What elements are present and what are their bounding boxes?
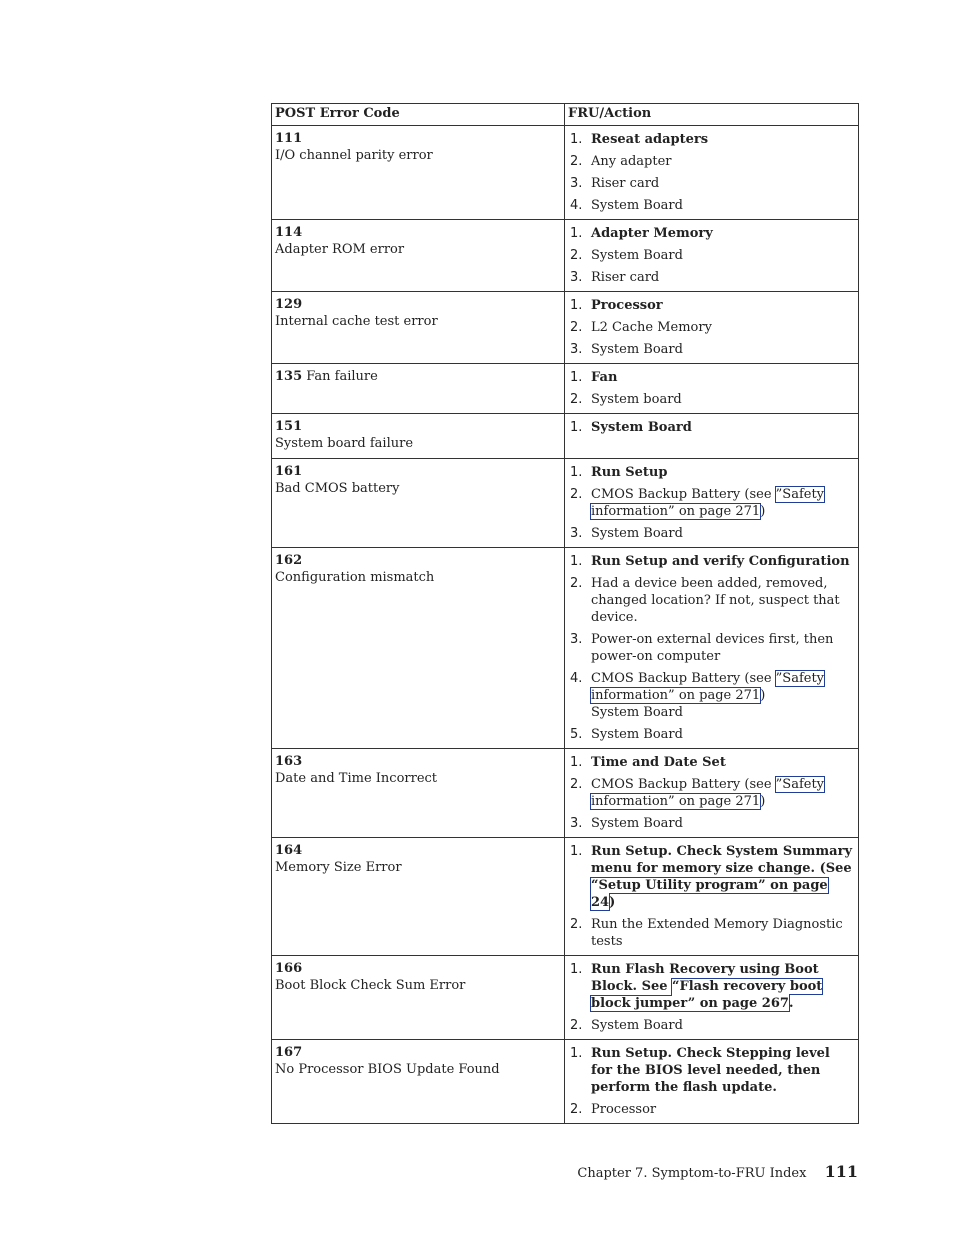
- fru-action-cell: [565, 838, 859, 956]
- fru-action-text: Run Flash Recovery using Boot Block. See: [591, 962, 819, 994]
- error-description: Configuration mismatch: [275, 570, 435, 585]
- error-description: Date and Time Incorrect: [275, 771, 438, 786]
- list-item-number: 3.: [570, 526, 583, 541]
- fru-action-cell: [565, 1040, 859, 1124]
- table-row: [272, 956, 859, 1040]
- error-code-cell: [272, 548, 565, 749]
- fru-action-cell: [565, 220, 859, 292]
- fru-action-list: [568, 369, 855, 408]
- cross-reference-link[interactable]: ”Safety information” on page 271: [591, 487, 825, 519]
- error-code-cell: [272, 292, 565, 364]
- post-error-table-container: [271, 103, 858, 1124]
- error-code-number: 129: [275, 297, 303, 312]
- list-item-number: 2.: [570, 392, 583, 407]
- fru-action-item: [568, 1045, 855, 1096]
- fru-action-text: System Board: [591, 248, 683, 263]
- fru-action-list: [568, 553, 855, 743]
- fru-action-item: [568, 525, 855, 542]
- fru-action-item: [568, 1017, 855, 1034]
- fru-action-item: [568, 131, 855, 148]
- fru-action-text: System Board: [591, 816, 683, 831]
- error-code-cell: [272, 414, 565, 459]
- error-code-cell: [272, 838, 565, 956]
- error-code-number: 166: [275, 961, 303, 976]
- page-number: 111: [824, 1162, 858, 1181]
- header-fru-action: FRU/Action: [565, 104, 859, 126]
- fru-action-text: Riser card: [591, 270, 660, 285]
- error-code-number: 163: [275, 754, 303, 769]
- fru-action-item: [568, 1101, 855, 1118]
- table-row: [272, 414, 859, 459]
- fru-action-text: Run Setup. Check System Summary menu for memory size change. (See: [591, 844, 853, 876]
- fru-action-list: [568, 1045, 855, 1118]
- fru-action-text: Run Setup and verify Configuration: [591, 554, 850, 569]
- fru-action-item: [568, 391, 855, 408]
- fru-action-list: [568, 225, 855, 286]
- error-code-cell: [272, 220, 565, 292]
- fru-action-text: Processor: [591, 1102, 657, 1117]
- error-description: Boot Block Check Sum Error: [275, 978, 466, 993]
- cross-reference-link[interactable]: ”Safety information” on page 271: [591, 671, 825, 703]
- fru-action-text: System Board: [591, 420, 692, 435]
- table-header-row: [272, 104, 859, 126]
- fru-action-item: [568, 225, 855, 242]
- table-row: [272, 459, 859, 548]
- table-row: [272, 548, 859, 749]
- fru-action-text: Fan: [591, 370, 618, 385]
- fru-action-item: [568, 726, 855, 743]
- fru-action-item: [568, 341, 855, 358]
- list-item-number: 2.: [570, 777, 583, 792]
- list-item-number: 3.: [570, 342, 583, 357]
- fru-action-list: [568, 419, 855, 436]
- header-post-error-code: POST Error Code: [272, 104, 565, 126]
- list-item-number: 5.: [570, 727, 583, 742]
- error-description: No Processor BIOS Update Found: [275, 1062, 500, 1077]
- list-item-number: 1.: [570, 370, 583, 385]
- list-item-number: 2.: [570, 1102, 583, 1117]
- error-description: System board failure: [275, 436, 414, 451]
- fru-action-list: [568, 297, 855, 358]
- table-row: [272, 126, 859, 220]
- list-item-number: 2.: [570, 320, 583, 335]
- fru-action-item: [568, 269, 855, 286]
- list-item-number: 1.: [570, 132, 583, 147]
- list-item-number: 1.: [570, 226, 583, 241]
- fru-action-text: CMOS Backup Battery (see: [591, 487, 776, 502]
- table-row: [272, 838, 859, 956]
- post-error-table: [271, 103, 859, 1124]
- fru-action-text: System Board: [591, 1018, 683, 1033]
- error-code-number: 114: [275, 225, 303, 240]
- fru-action-text: System board: [591, 392, 682, 407]
- fru-action-text: CMOS Backup Battery (see: [591, 777, 776, 792]
- fru-action-list: [568, 754, 855, 832]
- fru-action-text: Run the Extended Memory Diagnostic tests: [591, 917, 843, 949]
- fru-action-text: Adapter Memory: [591, 226, 713, 241]
- fru-action-text: Time and Date Set: [591, 755, 726, 770]
- error-code-number: 161: [275, 464, 303, 479]
- fru-action-item: [568, 754, 855, 771]
- table-body: [272, 126, 859, 1124]
- fru-action-item: [568, 153, 855, 170]
- fru-action-cell: [565, 126, 859, 220]
- fru-action-text: Run Setup: [591, 465, 668, 480]
- fru-action-item: [568, 319, 855, 336]
- table-row: [272, 749, 859, 838]
- fru-action-cell: [565, 749, 859, 838]
- list-item-number: 3.: [570, 270, 583, 285]
- fru-action-text: ): [760, 688, 766, 703]
- fru-action-text: System Board: [591, 526, 683, 541]
- fru-action-text: ): [609, 895, 616, 910]
- error-code-cell: [272, 459, 565, 548]
- error-code-number: 162: [275, 553, 303, 568]
- fru-action-item: [568, 419, 855, 436]
- fru-action-item: [568, 297, 855, 314]
- fru-action-list: [568, 131, 855, 214]
- list-item-number: 4.: [570, 671, 583, 686]
- table-row: [272, 1040, 859, 1124]
- fru-action-item: [568, 197, 855, 214]
- fru-action-text: Any adapter: [591, 154, 672, 169]
- cross-reference-link[interactable]: “Setup Utility program” on page 24: [591, 878, 828, 910]
- fru-action-item: [568, 247, 855, 264]
- fru-action-text: L2 Cache Memory: [591, 320, 712, 335]
- fru-action-item: [568, 776, 855, 810]
- fru-action-text: ): [760, 794, 766, 809]
- cross-reference-link[interactable]: ”Safety information” on page 271: [591, 777, 825, 809]
- fru-action-list: [568, 464, 855, 542]
- error-code-cell: [272, 956, 565, 1040]
- fru-action-item: [568, 961, 855, 1012]
- table-row: [272, 364, 859, 414]
- fru-action-item: [568, 486, 855, 520]
- error-description: I/O channel parity error: [275, 148, 433, 163]
- fru-action-item: [568, 464, 855, 481]
- fru-action-item: [568, 369, 855, 386]
- fru-action-item: [568, 631, 855, 665]
- fru-action-text: Had a device been added, removed, changed location? If not, suspect that device.: [591, 576, 840, 625]
- table-row: [272, 292, 859, 364]
- table-row: [272, 220, 859, 292]
- list-item-number: 1.: [570, 420, 583, 435]
- error-code-number: 167: [275, 1045, 303, 1060]
- fru-action-item: [568, 575, 855, 626]
- list-item-number: 4.: [570, 198, 583, 213]
- error-description: Adapter ROM error: [275, 242, 405, 257]
- list-item-number: 3.: [570, 816, 583, 831]
- fru-action-item: [568, 553, 855, 570]
- error-code-cell: [272, 126, 565, 220]
- cross-reference-link[interactable]: “Flash recovery boot block jumper” on page 267: [591, 979, 823, 1011]
- fru-action-text: CMOS Backup Battery (see: [591, 671, 776, 686]
- fru-action-cell: [565, 459, 859, 548]
- list-item-number: 2.: [570, 917, 583, 932]
- fru-action-list: [568, 961, 855, 1034]
- fru-action-text: Riser card: [591, 176, 660, 191]
- error-description: Bad CMOS battery: [275, 481, 400, 496]
- fru-action-cell: [565, 292, 859, 364]
- list-item-number: 2.: [570, 248, 583, 263]
- fru-action-text: System Board: [591, 198, 683, 213]
- fru-action-text: Power-on external devices first, then power-on computer: [591, 632, 834, 664]
- error-code-number: 135: [275, 369, 303, 384]
- error-code-cell: [272, 364, 565, 414]
- fru-action-list: [568, 843, 855, 950]
- error-code-number: 164: [275, 843, 303, 858]
- fru-action-text: .: [788, 996, 794, 1011]
- list-item-number: 1.: [570, 962, 583, 977]
- fru-action-item: [568, 670, 855, 721]
- list-item-number: 1.: [570, 755, 583, 770]
- list-item-number: 1.: [570, 844, 583, 859]
- error-code-cell: [272, 1040, 565, 1124]
- fru-action-text: Reseat adapters: [591, 132, 709, 147]
- fru-action-text: ): [760, 504, 766, 519]
- error-code-number: 111: [275, 131, 303, 146]
- fru-action-item: [568, 175, 855, 192]
- fru-action-text: System Board: [591, 342, 683, 357]
- fru-action-text: System Board: [591, 727, 683, 742]
- error-description: Memory Size Error: [275, 860, 402, 875]
- error-code-number: 151: [275, 419, 303, 434]
- list-item-number: 3.: [570, 176, 583, 191]
- list-item-number: 1.: [570, 1046, 583, 1061]
- list-item-number: 3.: [570, 632, 583, 647]
- fru-action-item: [568, 916, 855, 950]
- fru-action-cell: [565, 956, 859, 1040]
- list-item-number: 1.: [570, 465, 583, 480]
- fru-action-text: Processor: [591, 298, 663, 313]
- fru-action-cell: [565, 364, 859, 414]
- list-item-number: 1.: [570, 298, 583, 313]
- error-description: Fan failure: [306, 369, 378, 384]
- fru-action-text: System Board: [591, 705, 683, 720]
- fru-action-text: Run Setup. Check Stepping level for the BIOS level needed, then perform the flash update.: [591, 1046, 830, 1095]
- fru-action-item: [568, 843, 855, 911]
- fru-action-cell: [565, 548, 859, 749]
- list-item-number: 2.: [570, 487, 583, 502]
- page-footer: [577, 1162, 858, 1181]
- error-code-cell: [272, 749, 565, 838]
- fru-action-item: [568, 815, 855, 832]
- list-item-number: 1.: [570, 554, 583, 569]
- list-item-number: 2.: [570, 154, 583, 169]
- fru-action-cell: [565, 414, 859, 459]
- error-description: Internal cache test error: [275, 314, 438, 329]
- list-item-number: 2.: [570, 576, 583, 591]
- list-item-number: 2.: [570, 1018, 583, 1033]
- footer-chapter-title: Chapter 7. Symptom-to-FRU Index: [577, 1166, 807, 1181]
